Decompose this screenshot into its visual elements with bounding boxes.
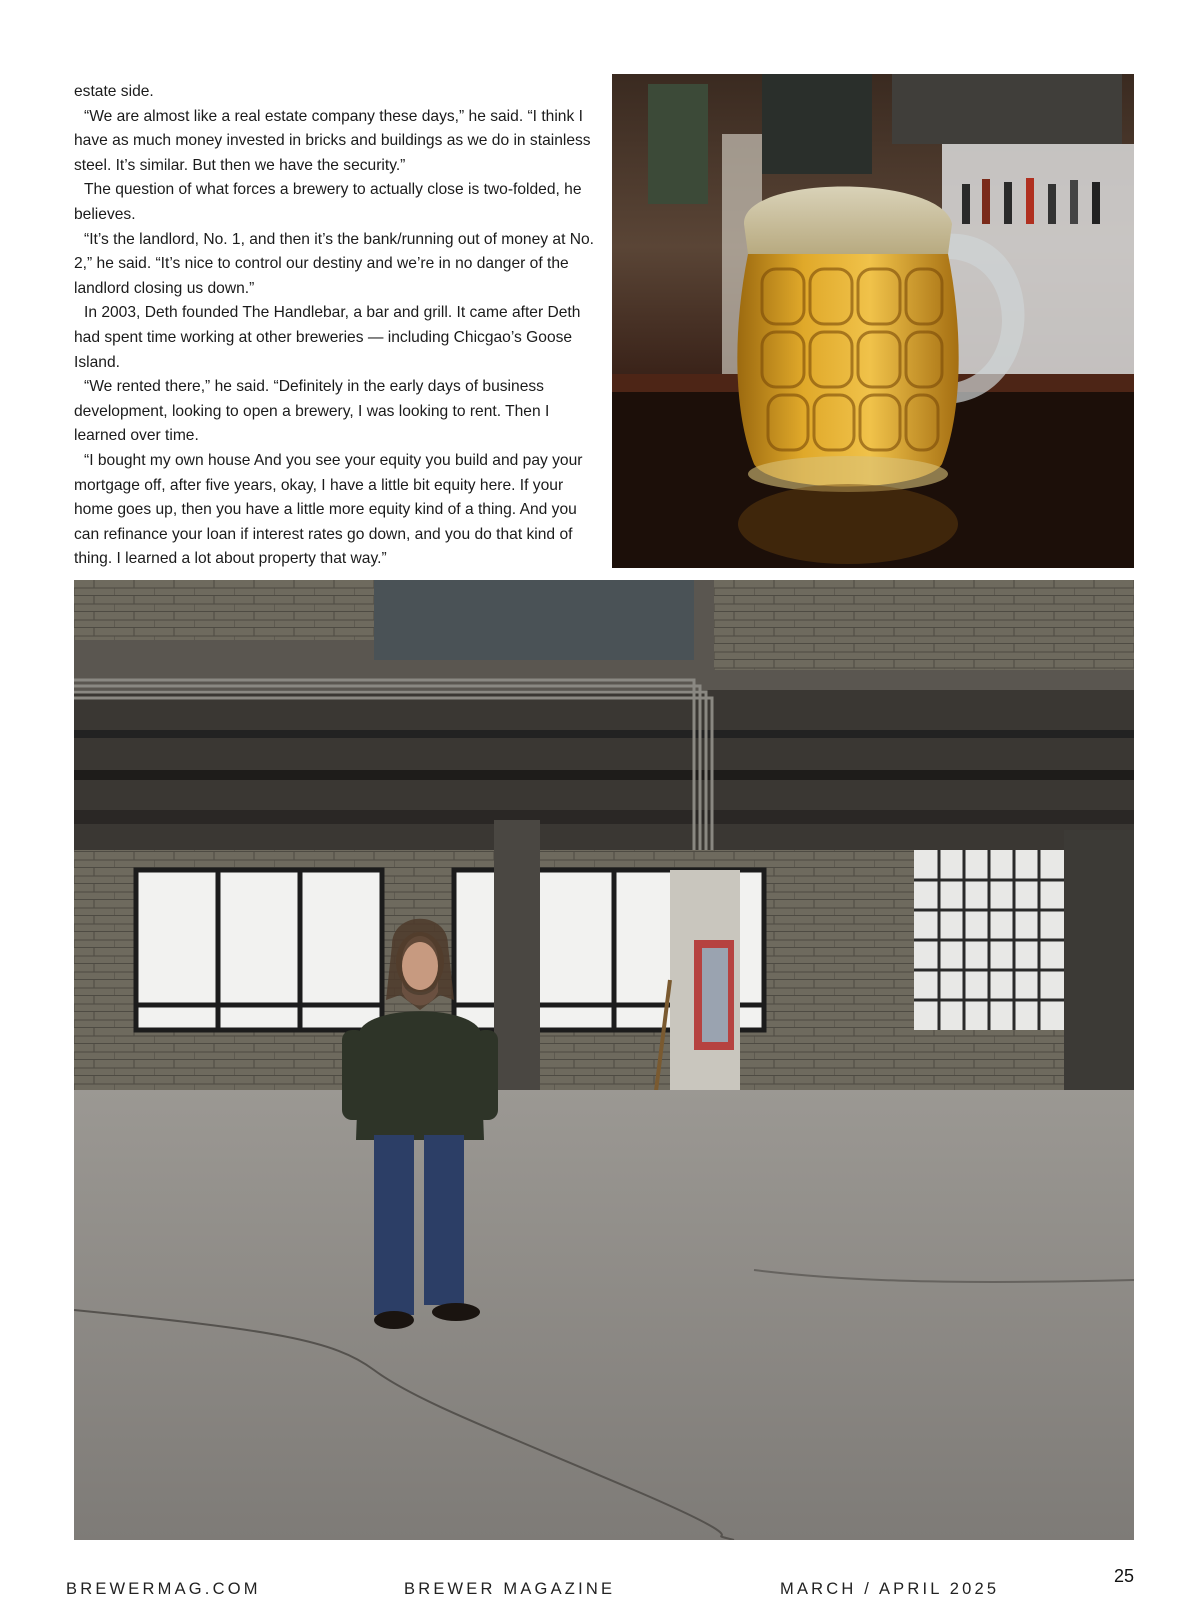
page-number: 25 bbox=[1114, 1566, 1135, 1586]
article-paragraph: “I bought my own house And you see your equity you build and pay your mortgage off, after five years, okay, I have a little bit equity here. If your home goes up, then you have a little more equity kind of a thing. And you can refinance your loan if interest rates go down, and you do that kind of thing. I learned a lot about property that way.” bbox=[74, 451, 583, 568]
warehouse-photo bbox=[74, 580, 1134, 1540]
article-paragraph: “It’s the landlord, No. 1, and then it’s the bank/running out of money at No. 2,” he said. “It’s nice to control our destiny and we’re in no danger of the landlord closing us down.” bbox=[74, 230, 595, 297]
page-footer bbox=[0, 1574, 1200, 1602]
article-paragraph: The question of what forces a brewery to actually close is two-folded, he believes. bbox=[74, 181, 582, 223]
footer-issue: MARCH / APRIL 2025 bbox=[780, 1580, 1000, 1598]
beer-mug-photo bbox=[612, 74, 1134, 568]
article-paragraph: In 2003, Deth founded The Handlebar, a bar and grill. It came after Deth had spent time working at other breweries — including Chicgao’s Goose Island. bbox=[74, 304, 581, 371]
footer-website: BREWERMAG.COM bbox=[66, 1580, 261, 1598]
article-body bbox=[74, 80, 594, 572]
article-paragraph: “We are almost like a real estate company these days,” he said. “I think I have as much money invested in bricks and buildings as we do in stainless steel. It’s similar. But then we have the security.” bbox=[74, 107, 591, 174]
footer-publication: BREWER MAGAZINE bbox=[404, 1580, 616, 1598]
article-paragraph: “We rented there,” he said. “Definitely in the early days of business development, looking to open a brewery, I was looking to rent. Then I learned over time. bbox=[74, 378, 550, 445]
article-paragraph: estate side. bbox=[74, 83, 154, 100]
